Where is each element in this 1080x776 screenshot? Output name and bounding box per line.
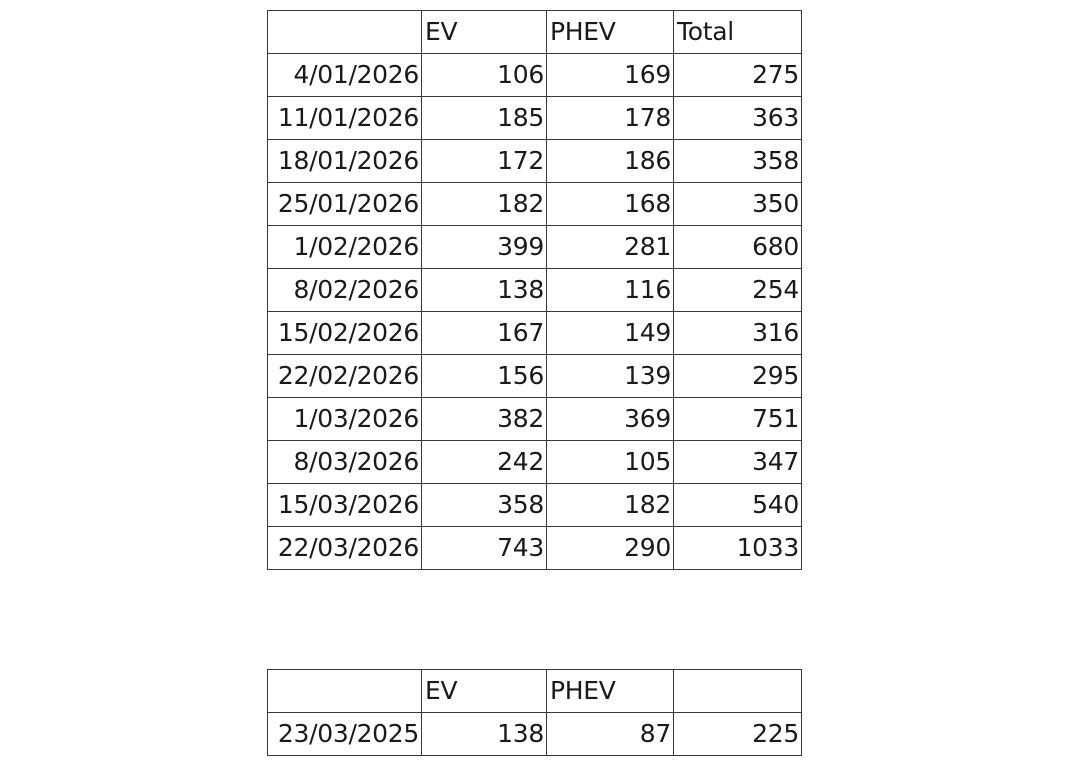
value-cell[interactable]: 275 — [674, 54, 802, 97]
header-cell-blank[interactable] — [268, 670, 422, 713]
value-cell[interactable]: 369 — [547, 398, 674, 441]
date-cell[interactable]: 1/02/2026 — [268, 226, 422, 269]
value-cell[interactable]: 281 — [547, 226, 674, 269]
weekly-sales-table — [267, 10, 802, 570]
date-cell[interactable]: 15/03/2026 — [268, 484, 422, 527]
value-cell[interactable]: 290 — [547, 527, 674, 570]
header-cell[interactable]: PHEV — [547, 670, 674, 713]
table-row — [268, 140, 802, 183]
value-cell[interactable]: 399 — [422, 226, 547, 269]
header-cell-blank[interactable] — [268, 11, 422, 54]
value-cell[interactable]: 172 — [422, 140, 547, 183]
value-cell[interactable]: 185 — [422, 97, 547, 140]
table-row — [268, 441, 802, 484]
value-cell[interactable]: 363 — [674, 97, 802, 140]
table-row — [268, 54, 802, 97]
value-cell[interactable]: 116 — [547, 269, 674, 312]
header-row — [268, 11, 802, 54]
date-cell[interactable]: 1/03/2026 — [268, 398, 422, 441]
table-row — [268, 183, 802, 226]
value-cell[interactable]: 167 — [422, 312, 547, 355]
table-row — [268, 713, 802, 756]
value-cell[interactable]: 178 — [547, 97, 674, 140]
date-cell[interactable]: 25/01/2026 — [268, 183, 422, 226]
table-row — [268, 398, 802, 441]
value-cell[interactable]: 295 — [674, 355, 802, 398]
header-cell[interactable]: PHEV — [547, 11, 674, 54]
table-row — [268, 97, 802, 140]
value-cell[interactable]: 169 — [547, 54, 674, 97]
header-cell[interactable] — [674, 670, 802, 713]
value-cell[interactable]: 358 — [422, 484, 547, 527]
value-cell[interactable]: 138 — [422, 713, 547, 756]
value-cell[interactable]: 106 — [422, 54, 547, 97]
value-cell[interactable]: 743 — [422, 527, 547, 570]
value-cell[interactable]: 139 — [547, 355, 674, 398]
value-cell[interactable]: 242 — [422, 441, 547, 484]
value-cell[interactable]: 1033 — [674, 527, 802, 570]
table-row — [268, 355, 802, 398]
date-cell[interactable]: 18/01/2026 — [268, 140, 422, 183]
header-cell[interactable]: Total — [674, 11, 802, 54]
value-cell[interactable]: 540 — [674, 484, 802, 527]
date-cell[interactable]: 22/03/2026 — [268, 527, 422, 570]
value-cell[interactable]: 186 — [547, 140, 674, 183]
header-cell[interactable]: EV — [422, 670, 547, 713]
value-cell[interactable]: 87 — [547, 713, 674, 756]
header-cell[interactable]: EV — [422, 11, 547, 54]
table-row — [268, 269, 802, 312]
value-cell[interactable]: 350 — [674, 183, 802, 226]
value-cell[interactable]: 105 — [547, 441, 674, 484]
value-cell[interactable]: 680 — [674, 226, 802, 269]
table-row — [268, 226, 802, 269]
date-cell[interactable]: 8/02/2026 — [268, 269, 422, 312]
date-cell[interactable]: 15/02/2026 — [268, 312, 422, 355]
value-cell[interactable]: 182 — [547, 484, 674, 527]
value-cell[interactable]: 316 — [674, 312, 802, 355]
value-cell[interactable]: 149 — [547, 312, 674, 355]
value-cell[interactable]: 382 — [422, 398, 547, 441]
value-cell[interactable]: 347 — [674, 441, 802, 484]
value-cell[interactable]: 358 — [674, 140, 802, 183]
date-cell[interactable]: 23/03/2025 — [268, 713, 422, 756]
value-cell[interactable]: 225 — [674, 713, 802, 756]
header-row — [268, 670, 802, 713]
comparison-table — [267, 669, 802, 756]
value-cell[interactable]: 138 — [422, 269, 547, 312]
date-cell[interactable]: 4/01/2026 — [268, 54, 422, 97]
value-cell[interactable]: 254 — [674, 269, 802, 312]
date-cell[interactable]: 11/01/2026 — [268, 97, 422, 140]
value-cell[interactable]: 156 — [422, 355, 547, 398]
date-cell[interactable]: 22/02/2026 — [268, 355, 422, 398]
table-row — [268, 312, 802, 355]
table-row — [268, 484, 802, 527]
value-cell[interactable]: 168 — [547, 183, 674, 226]
date-cell[interactable]: 8/03/2026 — [268, 441, 422, 484]
value-cell[interactable]: 751 — [674, 398, 802, 441]
table-row — [268, 527, 802, 570]
value-cell[interactable]: 182 — [422, 183, 547, 226]
